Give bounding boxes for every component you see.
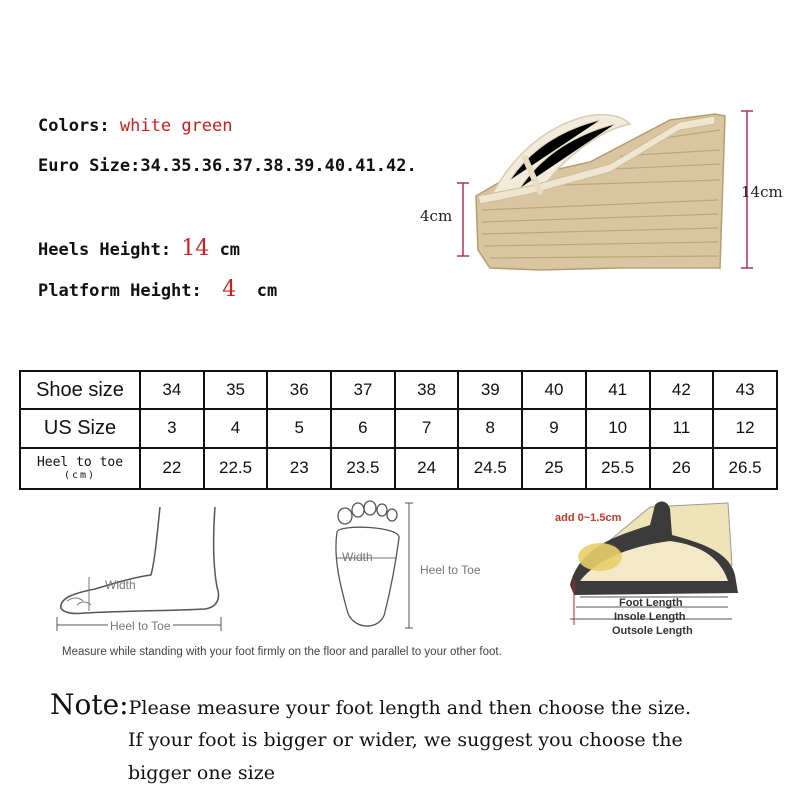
table-cell: 4 xyxy=(204,409,268,447)
table-cell: 25 xyxy=(522,448,586,489)
table-cell: 3 xyxy=(140,409,204,447)
table-cell: 8 xyxy=(458,409,522,447)
heel-to-toe-header xyxy=(20,448,140,489)
platform-height-unit: cm xyxy=(256,281,278,301)
sole-width-label: Width xyxy=(342,550,373,564)
euro-size-value: 34.35.36.37.38.39.40.41.42. xyxy=(140,156,417,176)
table-cell: 22 xyxy=(140,448,204,489)
shoe-add-label: add 0~1.5cm xyxy=(555,512,622,524)
platform-measure-label: 4cm xyxy=(420,207,453,225)
us-size-row xyxy=(20,409,777,447)
table-cell: 25.5 xyxy=(586,448,650,489)
insole-length-label: Insole Length xyxy=(614,611,686,623)
foot-side-diagram xyxy=(55,505,235,635)
heel-to-toe-row xyxy=(20,448,777,489)
table-cell: 6 xyxy=(331,409,395,447)
table-cell: 42 xyxy=(650,371,714,409)
us-size-header: US Size xyxy=(20,409,140,447)
shoe-size-header: Shoe size xyxy=(20,371,140,409)
table-cell: 36 xyxy=(267,371,331,409)
heel-height-unit: cm xyxy=(219,240,241,260)
euro-size-label: Euro Size: xyxy=(38,156,141,176)
table-cell: 22.5 xyxy=(204,448,268,489)
side-width-label: Width xyxy=(105,578,136,592)
note-line-1 xyxy=(50,688,691,721)
table-cell: 39 xyxy=(458,371,522,409)
table-cell: 10 xyxy=(586,409,650,447)
table-cell: 34 xyxy=(140,371,204,409)
colors-value: white green xyxy=(119,116,233,136)
note-line-2: If your foot is bigger or wider, we suggest you choose the xyxy=(128,729,683,751)
sandal-image xyxy=(470,100,730,280)
heel-height-spec xyxy=(38,236,240,261)
table-cell: 26.5 xyxy=(713,448,777,489)
platform-height-label: Platform Height: xyxy=(38,281,202,301)
heel-to-toe-unit: (cm) xyxy=(63,469,97,481)
size-chart-table xyxy=(19,370,778,490)
heel-measure-label: 14cm xyxy=(741,183,783,201)
table-cell: 43 xyxy=(713,371,777,409)
foot-length-label: Foot Length xyxy=(619,597,683,609)
sole-heel-toe-label: Heel to Toe xyxy=(420,563,481,577)
table-cell: 26 xyxy=(650,448,714,489)
table-cell: 9 xyxy=(522,409,586,447)
table-cell: 12 xyxy=(713,409,777,447)
shoe-size-row xyxy=(20,371,777,409)
table-cell: 37 xyxy=(331,371,395,409)
colors-label: Colors: xyxy=(38,116,110,136)
table-cell: 11 xyxy=(650,409,714,447)
foot-sole-diagram xyxy=(325,498,420,638)
table-cell: 5 xyxy=(267,409,331,447)
table-cell: 40 xyxy=(522,371,586,409)
note-line-3: bigger one size xyxy=(128,762,275,784)
heel-height-label: Heels Height: xyxy=(38,240,172,260)
platform-height-value: 4 xyxy=(222,277,237,302)
outsole-length-label: Outsole Length xyxy=(612,625,693,637)
table-cell: 24.5 xyxy=(458,448,522,489)
table-cell: 41 xyxy=(586,371,650,409)
table-cell: 38 xyxy=(395,371,459,409)
heel-height-value: 14 xyxy=(181,236,210,261)
side-heel-toe-label: Heel to Toe xyxy=(110,619,171,633)
platform-measure-line xyxy=(455,180,471,260)
platform-height-spec xyxy=(38,277,277,302)
table-cell: 23 xyxy=(267,448,331,489)
note-text-1: Please measure your foot length and then choose the size. xyxy=(128,697,692,719)
table-cell: 24 xyxy=(395,448,459,489)
note-heading: Note: xyxy=(50,688,129,721)
table-cell: 7 xyxy=(395,409,459,447)
table-cell: 35 xyxy=(204,371,268,409)
table-cell: 23.5 xyxy=(331,448,395,489)
colors-spec xyxy=(38,116,233,136)
heel-to-toe-label: Heel to toe xyxy=(36,454,124,470)
measure-caption: Measure while standing with your foot firmly on the floor and parallel to your other foot. xyxy=(62,646,502,658)
euro-size-spec xyxy=(38,156,417,176)
